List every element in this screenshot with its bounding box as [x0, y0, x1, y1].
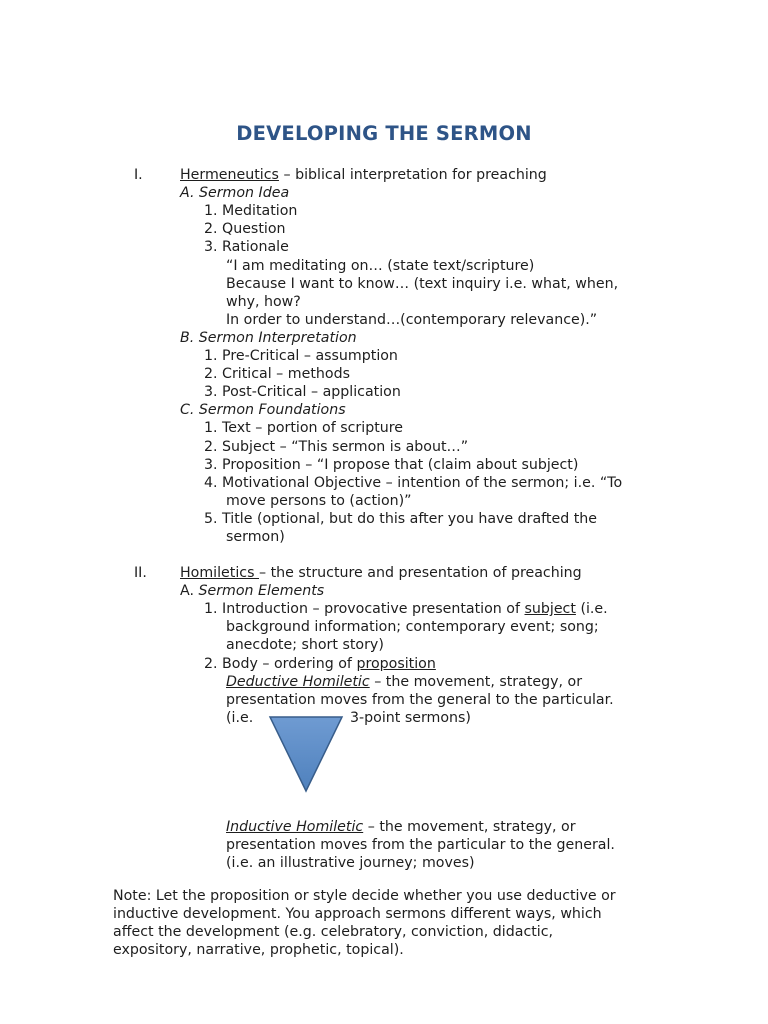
deductive-term: Deductive Homiletic: [226, 674, 370, 690]
note-line: expository, narrative, prophetic, topical).: [113, 942, 404, 958]
sermon-elements-label: Sermon Elements: [198, 583, 325, 599]
list-item: 2. Subject – “This sermon is about…”: [204, 439, 469, 455]
list-item-continuation: sermon): [226, 529, 285, 545]
section-2-description: – the structure and presentation of preaching: [259, 565, 582, 581]
body-keyword: proposition: [356, 656, 436, 672]
page-title: DEVELOPING THE SERMON: [236, 122, 532, 145]
note-line: affect the development (e.g. celebratory, conviction, didactic,: [113, 924, 554, 940]
rationale-line: In order to understand…(contemporary relevance).”: [226, 312, 598, 328]
section-1-description: – biblical interpretation for preaching: [278, 167, 547, 183]
introduction-prefix: 1. Introduction – provocative presentation of: [204, 601, 525, 617]
inductive-desc: – the movement, strategy, or: [363, 819, 576, 835]
deductive-example-rest: 3-point sermons): [350, 710, 471, 726]
list-item: 3. Post-Critical – application: [204, 384, 401, 400]
deductive-line: [226, 673, 582, 691]
section-1-numeral: I.: [134, 167, 143, 183]
section-1-heading-line: [180, 166, 547, 184]
section-1-heading: Hermeneutics: [180, 167, 279, 183]
list-item: 4. Motivational Objective – intention of the sermon; i.e. “To: [204, 475, 623, 491]
introduction-item: [204, 600, 608, 618]
rationale-line: “I am meditating on… (state text/scripture): [226, 258, 535, 274]
list-item-continuation: anecdote; short story): [226, 637, 384, 653]
inductive-continuation: presentation moves from the particular to the general.: [226, 837, 615, 853]
rationale-line: Because I want to know… (text inquiry i.e. what, when,: [226, 276, 619, 292]
list-item: 2. Critical – methods: [204, 366, 350, 382]
list-item-continuation: move persons to (action)”: [226, 493, 412, 509]
list-item: 5. Title (optional, but do this after you have drafted the: [204, 511, 598, 527]
deductive-example-open: (i.e.: [226, 710, 254, 726]
list-item: 1. Pre-Critical – assumption: [204, 348, 398, 364]
section-2-heading-line: [180, 564, 582, 582]
sermon-foundations-heading: C. Sermon Foundations: [180, 402, 346, 418]
section-2-numeral: II.: [134, 565, 147, 581]
deductive-continuation: presentation moves from the general to the particular.: [226, 692, 614, 708]
sermon-idea-heading: A. Sermon Idea: [180, 185, 290, 201]
sermon-elements-prefix: A.: [180, 583, 194, 599]
inductive-term: Inductive Homiletic: [226, 819, 364, 835]
list-item: 2. Question: [204, 221, 286, 237]
note-line: inductive development. You approach sermons different ways, which: [113, 906, 602, 922]
sermon-elements-heading: [180, 582, 324, 600]
body-item: [204, 655, 436, 673]
list-item-continuation: background information; contemporary event; song;: [226, 619, 599, 635]
rationale-line: why, how?: [226, 294, 301, 310]
inductive-continuation: (i.e. an illustrative journey; moves): [226, 855, 475, 871]
introduction-keyword: subject: [524, 601, 576, 617]
sermon-interpretation-heading: B. Sermon Interpretation: [180, 330, 357, 346]
list-item: 3. Rationale: [204, 239, 289, 255]
section-2-heading: Homiletics: [180, 565, 259, 581]
body-prefix: 2. Body – ordering of: [204, 656, 357, 672]
inductive-line: [226, 818, 576, 836]
downward-triangle-graphic: [268, 714, 344, 794]
note-line: Note: Let the proposition or style decide whether you use deductive or: [113, 888, 616, 904]
deductive-desc: – the movement, strategy, or: [369, 674, 583, 690]
list-item: 1. Meditation: [204, 203, 298, 219]
list-item: 3. Proposition – “I propose that (claim about subject): [204, 457, 579, 473]
list-item: 1. Text – portion of scripture: [204, 420, 404, 436]
introduction-suffix: (i.e.: [575, 601, 608, 617]
